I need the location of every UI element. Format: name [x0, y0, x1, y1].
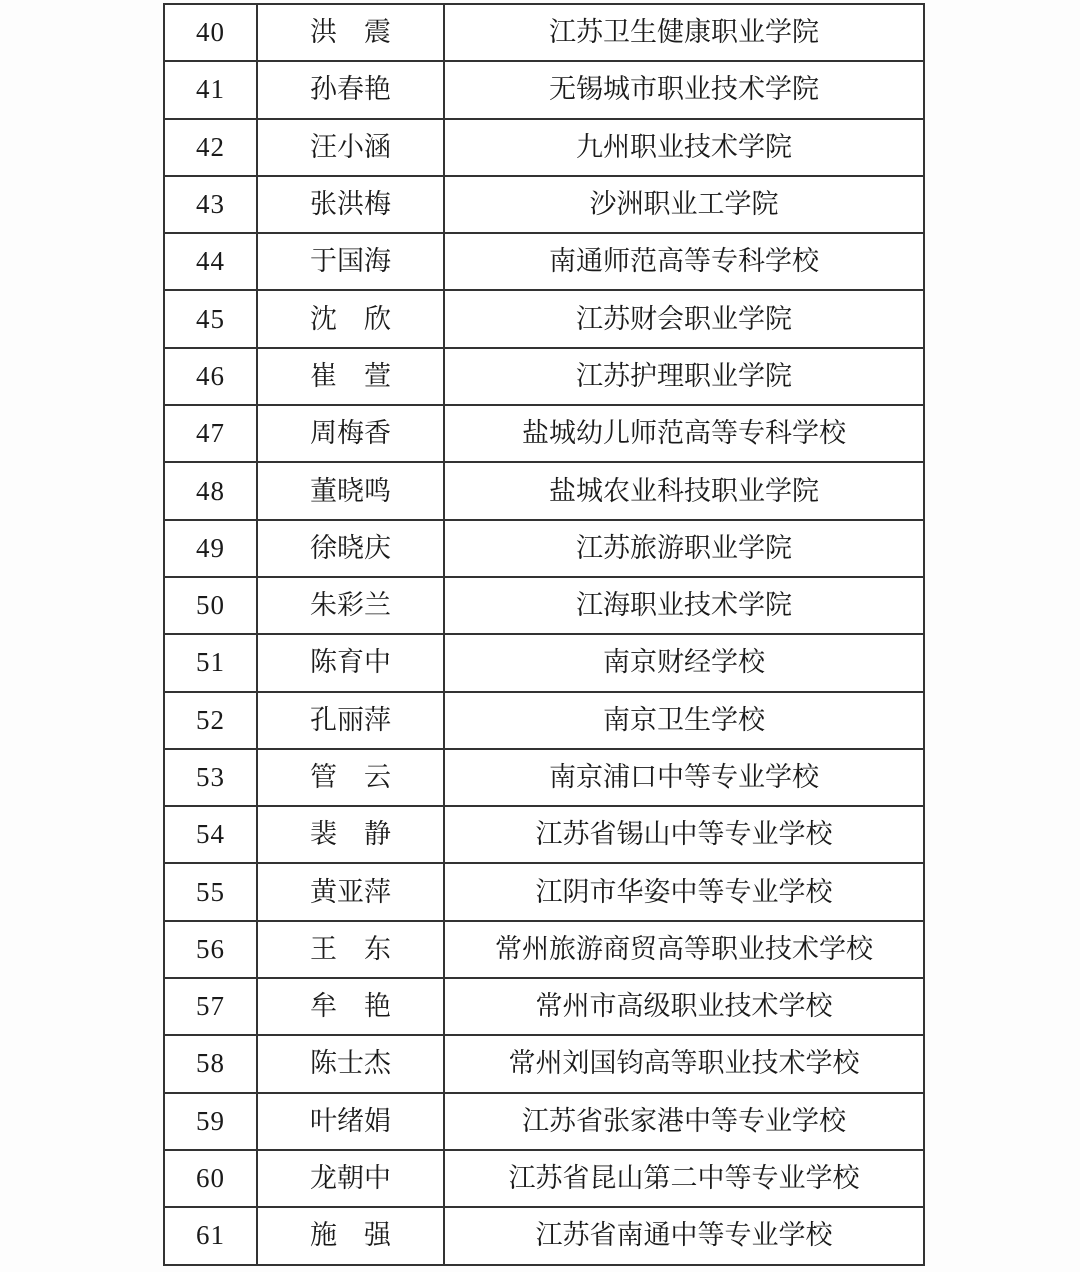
row-number-cell: 41: [164, 61, 257, 118]
row-number-cell: 42: [164, 119, 257, 176]
school-name-cell: 江苏卫生健康职业学院: [444, 4, 924, 61]
row-number-cell: 50: [164, 577, 257, 634]
table-row: [164, 921, 924, 978]
school-name-cell: 南京财经学校: [444, 634, 924, 691]
school-name-cell: 常州市高级职业技术学校: [444, 978, 924, 1035]
table-row: [164, 1035, 924, 1092]
person-name-cell: 崔 萱: [257, 348, 444, 405]
row-number-cell: 44: [164, 233, 257, 290]
school-name-cell: 南京卫生学校: [444, 692, 924, 749]
school-name-cell: 南京浦口中等专业学校: [444, 749, 924, 806]
person-name-cell: 孔丽萍: [257, 692, 444, 749]
table-row: [164, 290, 924, 347]
row-number-cell: 48: [164, 462, 257, 519]
table-row: [164, 978, 924, 1035]
table-row: [164, 1093, 924, 1150]
row-number-cell: 60: [164, 1150, 257, 1207]
school-name-cell: 九州职业技术学院: [444, 119, 924, 176]
row-number-cell: 61: [164, 1207, 257, 1264]
school-name-cell: 盐城幼儿师范高等专科学校: [444, 405, 924, 462]
table-row: [164, 1207, 924, 1264]
table-row: [164, 863, 924, 920]
school-name-cell: 江苏护理职业学院: [444, 348, 924, 405]
school-name-cell: 江苏省昆山第二中等专业学校: [444, 1150, 924, 1207]
roster-table: [163, 3, 925, 1266]
person-name-cell: 王 东: [257, 921, 444, 978]
person-name-cell: 朱彩兰: [257, 577, 444, 634]
table-row: [164, 692, 924, 749]
person-name-cell: 汪小涵: [257, 119, 444, 176]
table-row: [164, 1150, 924, 1207]
table-row: [164, 61, 924, 118]
table-row: [164, 462, 924, 519]
row-number-cell: 59: [164, 1093, 257, 1150]
row-number-cell: 53: [164, 749, 257, 806]
row-number-cell: 45: [164, 290, 257, 347]
school-name-cell: 江苏旅游职业学院: [444, 520, 924, 577]
person-name-cell: 张洪梅: [257, 176, 444, 233]
table-row: [164, 749, 924, 806]
roster-table-body: [164, 4, 924, 1265]
row-number-cell: 43: [164, 176, 257, 233]
school-name-cell: 盐城农业科技职业学院: [444, 462, 924, 519]
row-number-cell: 51: [164, 634, 257, 691]
school-name-cell: 沙洲职业工学院: [444, 176, 924, 233]
person-name-cell: 孙春艳: [257, 61, 444, 118]
person-name-cell: 周梅香: [257, 405, 444, 462]
person-name-cell: 陈士杰: [257, 1035, 444, 1092]
table-row: [164, 405, 924, 462]
row-number-cell: 57: [164, 978, 257, 1035]
row-number-cell: 49: [164, 520, 257, 577]
person-name-cell: 施 强: [257, 1207, 444, 1264]
row-number-cell: 52: [164, 692, 257, 749]
person-name-cell: 叶绪娟: [257, 1093, 444, 1150]
table-row: [164, 233, 924, 290]
person-name-cell: 徐晓庆: [257, 520, 444, 577]
school-name-cell: 江苏省锡山中等专业学校: [444, 806, 924, 863]
row-number-cell: 47: [164, 405, 257, 462]
school-name-cell: 江阴市华姿中等专业学校: [444, 863, 924, 920]
row-number-cell: 58: [164, 1035, 257, 1092]
roster-table-container: [163, 3, 925, 1266]
table-row: [164, 176, 924, 233]
person-name-cell: 于国海: [257, 233, 444, 290]
table-row: [164, 119, 924, 176]
table-row: [164, 348, 924, 405]
person-name-cell: 龙朝中: [257, 1150, 444, 1207]
row-number-cell: 46: [164, 348, 257, 405]
person-name-cell: 沈 欣: [257, 290, 444, 347]
school-name-cell: 江苏省南通中等专业学校: [444, 1207, 924, 1264]
table-row: [164, 634, 924, 691]
person-name-cell: 管 云: [257, 749, 444, 806]
table-row: [164, 577, 924, 634]
row-number-cell: 40: [164, 4, 257, 61]
table-row: [164, 4, 924, 61]
person-name-cell: 洪 震: [257, 4, 444, 61]
person-name-cell: 黄亚萍: [257, 863, 444, 920]
row-number-cell: 55: [164, 863, 257, 920]
table-row: [164, 520, 924, 577]
row-number-cell: 56: [164, 921, 257, 978]
school-name-cell: 江海职业技术学院: [444, 577, 924, 634]
person-name-cell: 牟 艳: [257, 978, 444, 1035]
person-name-cell: 裴 静: [257, 806, 444, 863]
school-name-cell: 无锡城市职业技术学院: [444, 61, 924, 118]
school-name-cell: 南通师范高等专科学校: [444, 233, 924, 290]
school-name-cell: 江苏省张家港中等专业学校: [444, 1093, 924, 1150]
person-name-cell: 董晓鸣: [257, 462, 444, 519]
row-number-cell: 54: [164, 806, 257, 863]
school-name-cell: 常州刘国钧高等职业技术学校: [444, 1035, 924, 1092]
table-row: [164, 806, 924, 863]
school-name-cell: 常州旅游商贸高等职业技术学校: [444, 921, 924, 978]
school-name-cell: 江苏财会职业学院: [444, 290, 924, 347]
person-name-cell: 陈育中: [257, 634, 444, 691]
